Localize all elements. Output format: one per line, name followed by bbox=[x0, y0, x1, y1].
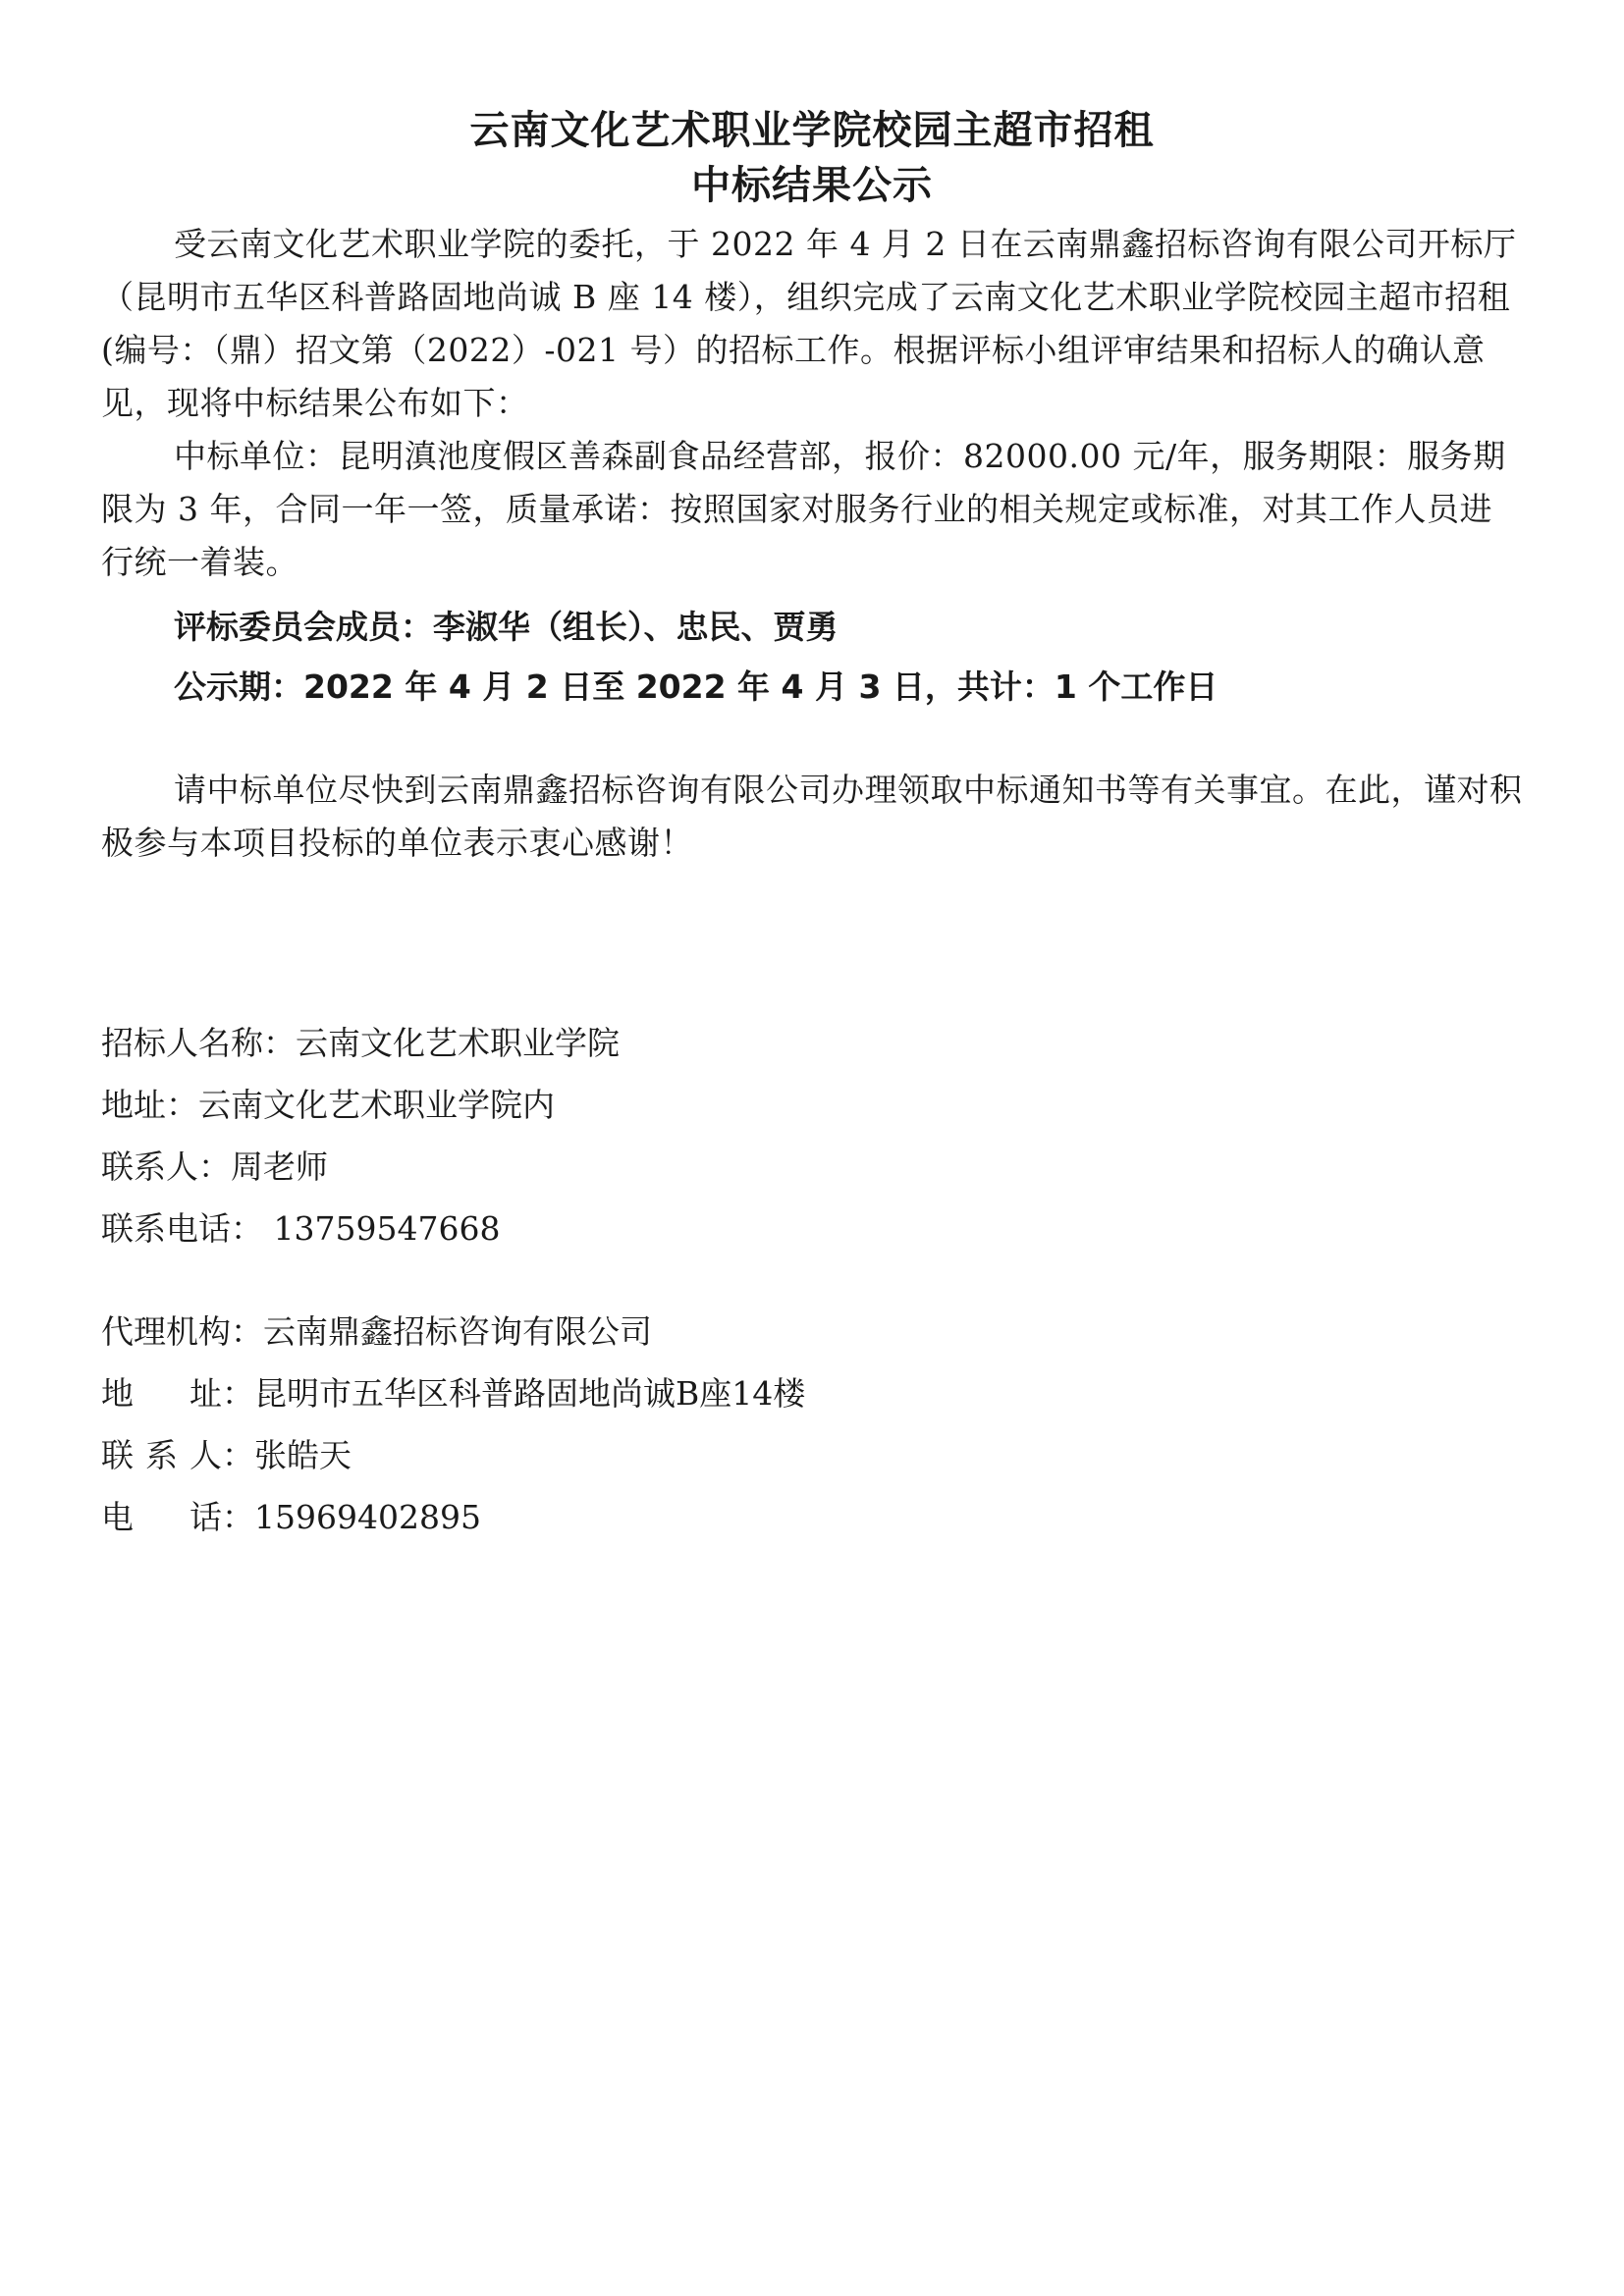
agency-name-line bbox=[101, 1306, 652, 1359]
intro-paragraph: 受云南文化艺术职业学院的委托，于 2022 年 4 月 2 日在云南鼎鑫招标咨询有限公司开标厅（昆明市五华区科普路固地尚诚 B 座 14 楼），组织完成了云南文化艺术职业学院校园主超市招租(编号：（鼎）招文第（2022）-021 号）的招标工作。根据评标小组评审结果和招标人的确认意见，现将中标结果公布如下： bbox=[101, 225, 1517, 422]
tenderer-contact-value: 周老师 bbox=[231, 1148, 328, 1186]
agency-phone-label: 电 话： bbox=[101, 1498, 254, 1536]
tenderer-contact-line bbox=[101, 1141, 328, 1194]
tenderer-address-line bbox=[101, 1079, 555, 1132]
tenderer-name-value: 云南文化艺术职业学院 bbox=[296, 1024, 620, 1062]
agency-contact-line bbox=[101, 1429, 352, 1482]
document-title: 云南文化艺术职业学院校园主超市招租 bbox=[469, 108, 1155, 153]
closing-paragraph: 请中标单位尽快到云南鼎鑫招标咨询有限公司办理领取中标通知书等有关事宜。在此，谨对积极参与本项目投标的单位表示衷心感谢！ bbox=[101, 771, 1523, 862]
tenderer-name-line bbox=[101, 1017, 620, 1070]
notice-period: 公示期：2022 年 4 月 2 日至 2022 年 4 月 3 日，共计：1 个工作日 bbox=[174, 667, 1218, 706]
tenderer-phone-label: 联系电话： bbox=[101, 1209, 263, 1248]
tenderer-address-label: 地址： bbox=[101, 1086, 198, 1124]
agency-phone-value: 15969402895 bbox=[254, 1498, 481, 1536]
agency-name-label: 代理机构： bbox=[101, 1312, 263, 1351]
tenderer-contact-label: 联系人： bbox=[101, 1148, 231, 1186]
document-subtitle: 中标结果公示 bbox=[691, 163, 933, 208]
committee-members: 评标委员会成员：李淑华（组长）、忠民、贾勇 bbox=[174, 608, 839, 646]
agency-name-value: 云南鼎鑫招标咨询有限公司 bbox=[263, 1312, 652, 1351]
tenderer-phone-value: 13759547668 bbox=[263, 1209, 501, 1248]
agency-address-line bbox=[101, 1367, 805, 1420]
agency-contact-value: 张皓天 bbox=[254, 1436, 352, 1474]
tenderer-phone-line bbox=[101, 1202, 500, 1255]
agency-phone-line bbox=[101, 1491, 481, 1544]
agency-contact-label: 联 系 人： bbox=[101, 1436, 254, 1474]
agency-address-label: 地 址： bbox=[101, 1374, 254, 1413]
tenderer-address-value: 云南文化艺术职业学院内 bbox=[198, 1086, 555, 1124]
winning-bidder-paragraph: 中标单位：昆明滇池度假区善森副食品经营部，报价：82000.00 元/年，服务期限：服务期限为 3 年，合同一年一签，质量承诺：按照国家对服务行业的相关规定或标准，对其工作人员进行统一着装。 bbox=[101, 437, 1506, 581]
agency-address-value: 昆明市五华区科普路固地尚诚B座14楼 bbox=[254, 1374, 806, 1413]
tenderer-name-label: 招标人名称： bbox=[101, 1024, 296, 1062]
